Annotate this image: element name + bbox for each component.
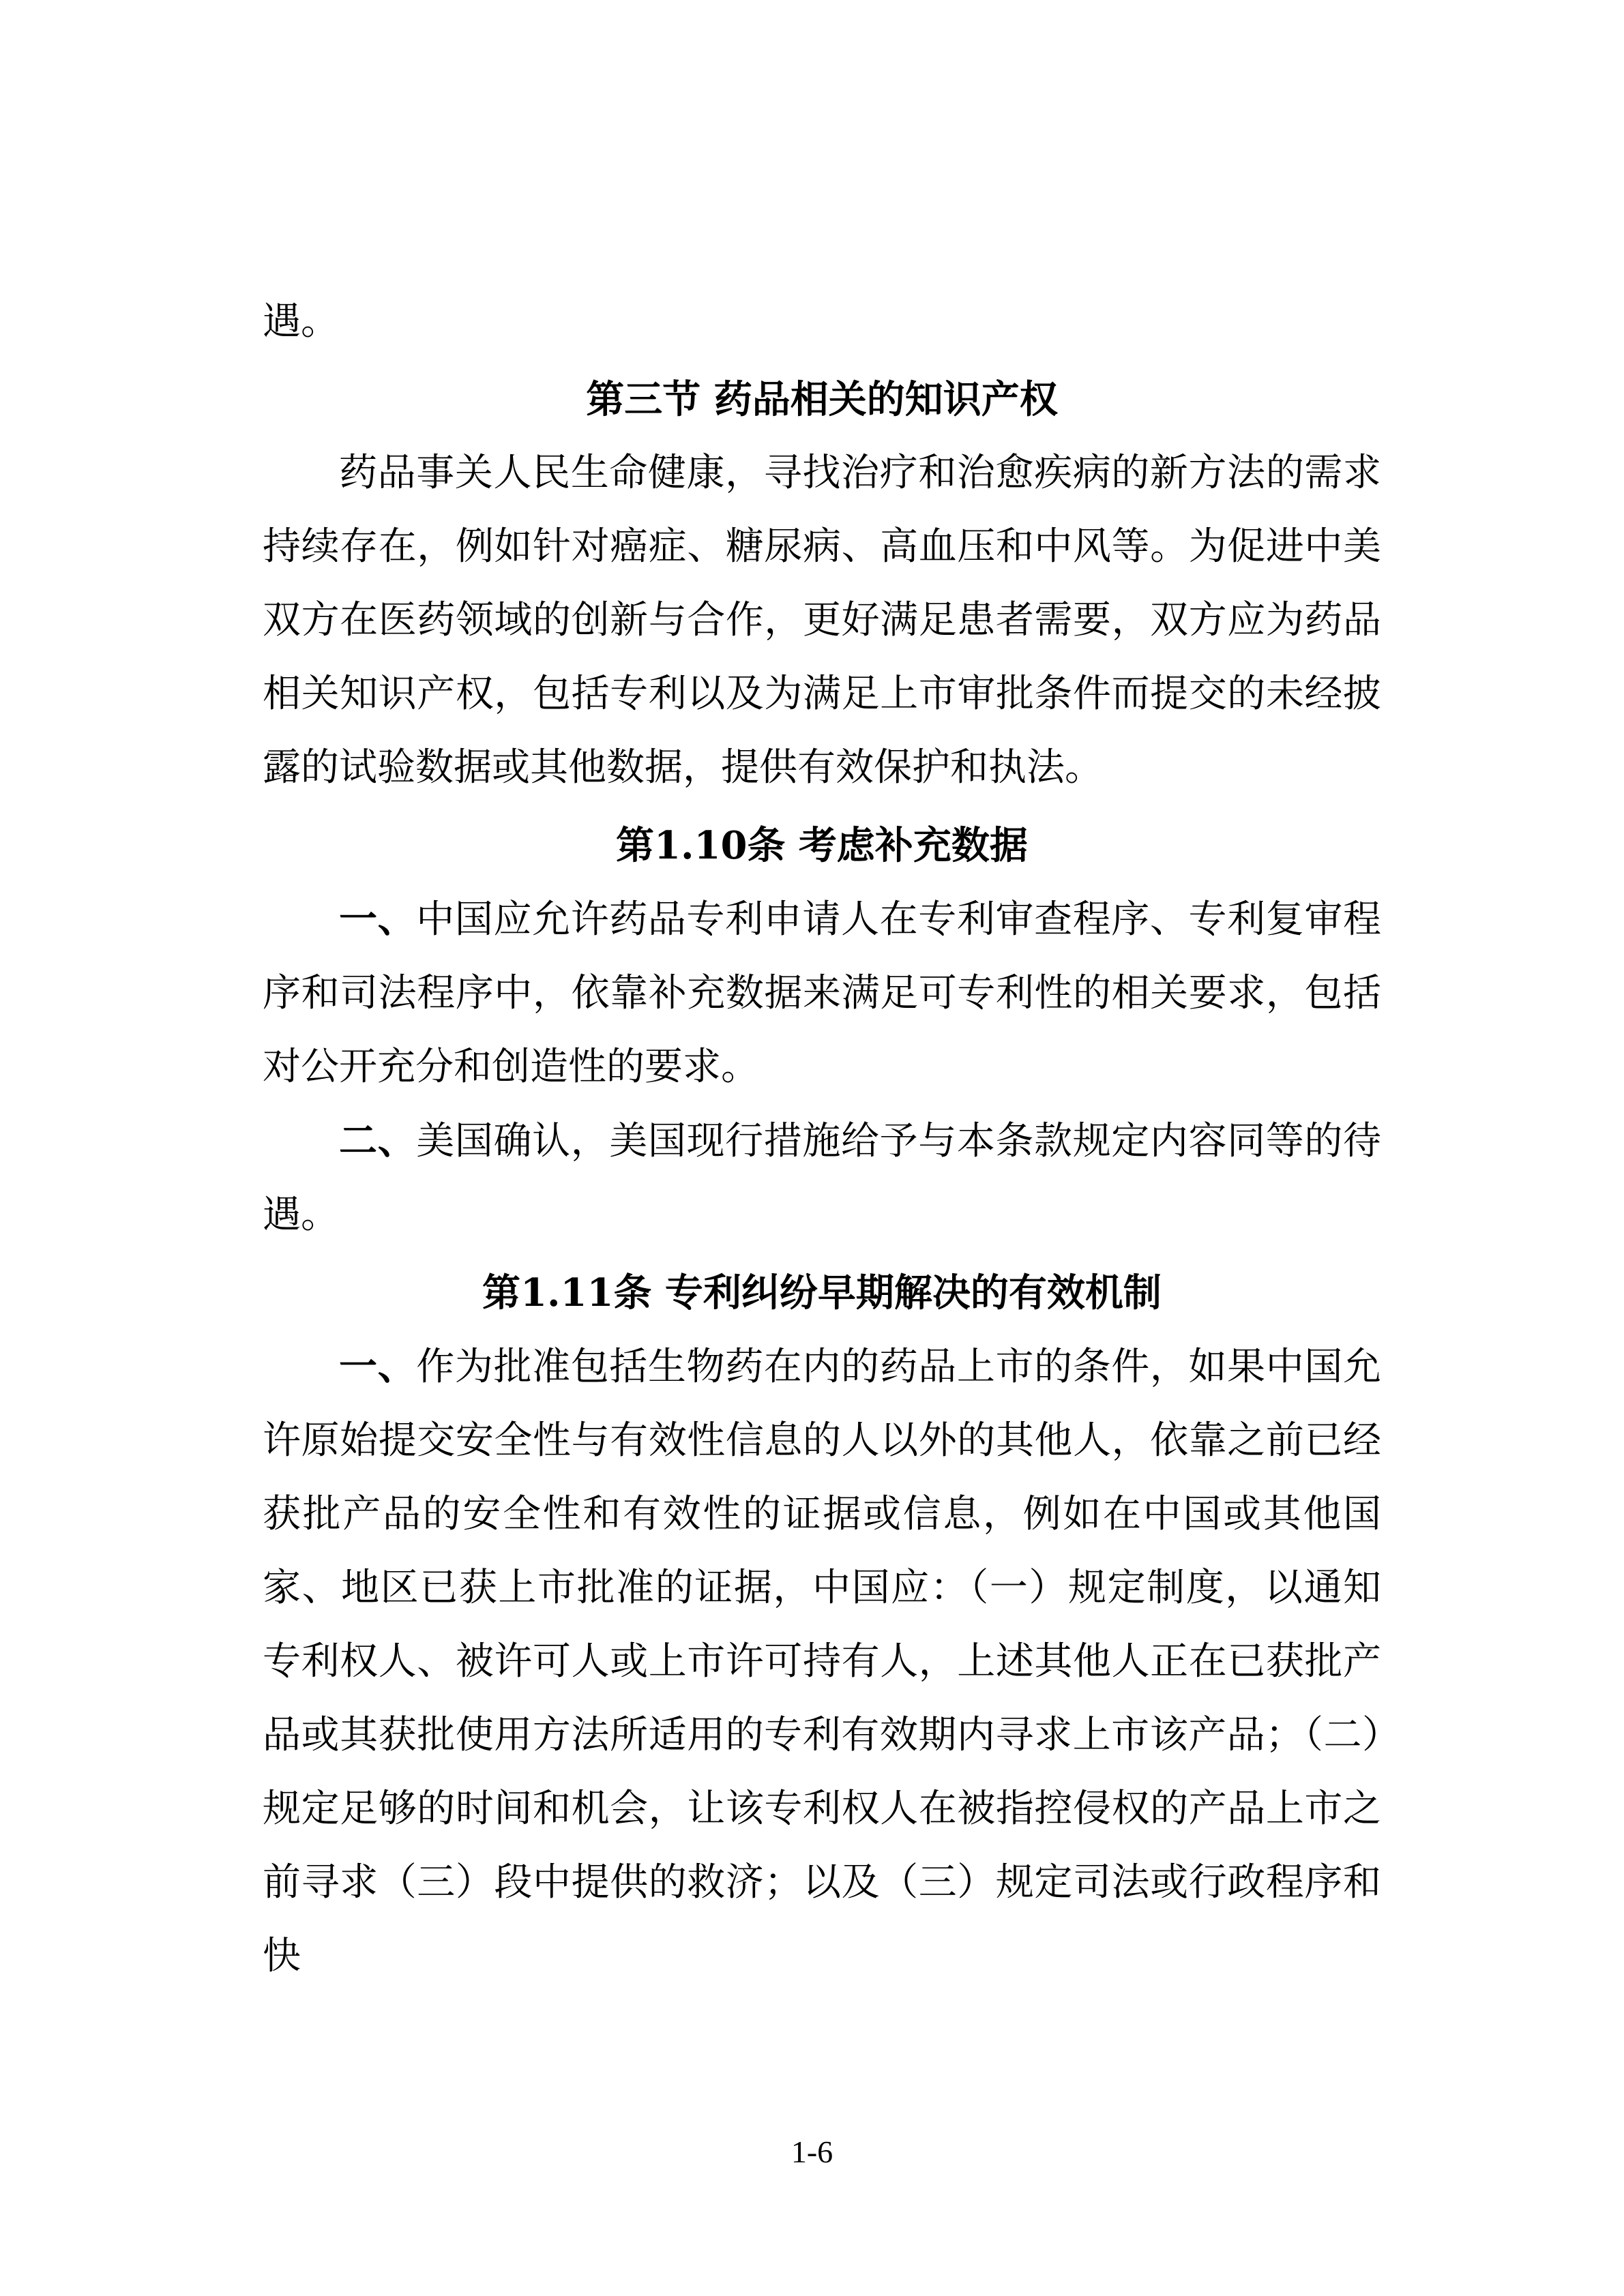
paragraph-marker: 一、 bbox=[339, 1344, 417, 1389]
page-number: 1-6 bbox=[791, 2134, 833, 2169]
document-body bbox=[263, 285, 1381, 1993]
article-1-11-paragraph-1 bbox=[263, 1330, 1381, 1993]
article-1-10-paragraph-2 bbox=[263, 1104, 1381, 1252]
section-intro-paragraph: 药品事关人民生命健康，寻找治疗和治愈疾病的新方法的需求持续存在，例如针对癌症、糖尿病、高血压和中风等。为促进中美双方在医药领域的创新与合作，更好满足患者需要，双方应为药品相关知识产权，包括专利以及为满足上市审批条件而提交的未经披露的试验数据或其他数据，提供有效保护和执法。 bbox=[263, 451, 1381, 790]
article-1-11-heading: 第1.11条 专利纠纷早期解决的有效机制 bbox=[482, 1270, 1162, 1315]
paragraph-marker: 一、 bbox=[339, 897, 417, 942]
section-heading: 第三节 药品相关的知识产权 bbox=[586, 377, 1058, 422]
article-1-10-heading: 第1.10条 考虑补充数据 bbox=[616, 823, 1028, 868]
paragraph-text: 作为批准包括生物药在内的药品上市的条件，如果中国允许原始提交安全性与有效性信息的人以外的其他人，依靠之前已经获批产品的安全性和有效性的证据或信息，例如在中国或其他国家、地区已获上市批准的证据，中国应：（一）规定制度，以通知专利权人、被许可人或上市许可持有人，上述其他人正在已获批产品或其获批使用方法所适用的专利有效期内寻求上市该产品；（二）规定足够的时间和机会，让该专利权人在被指控侵权的产品上市之前寻求（三）段中提供的救济；以及（三）规定司法或行政程序和快 bbox=[263, 1345, 1382, 1978]
paragraph-text: 美国确认，美国现行措施给予与本条款规定内容同等的待遇。 bbox=[263, 1119, 1382, 1237]
paragraph-text: 中国应允许药品专利申请人在专利审查程序、专利复审程序和司法程序中，依靠补充数据来满足可专利性的相关要求，包括对公开充分和创造性的要求。 bbox=[263, 897, 1382, 1089]
continuation-text: 遇。 bbox=[263, 299, 339, 344]
paragraph-marker: 二、 bbox=[339, 1118, 417, 1163]
article-1-10-paragraph-1 bbox=[263, 882, 1381, 1104]
